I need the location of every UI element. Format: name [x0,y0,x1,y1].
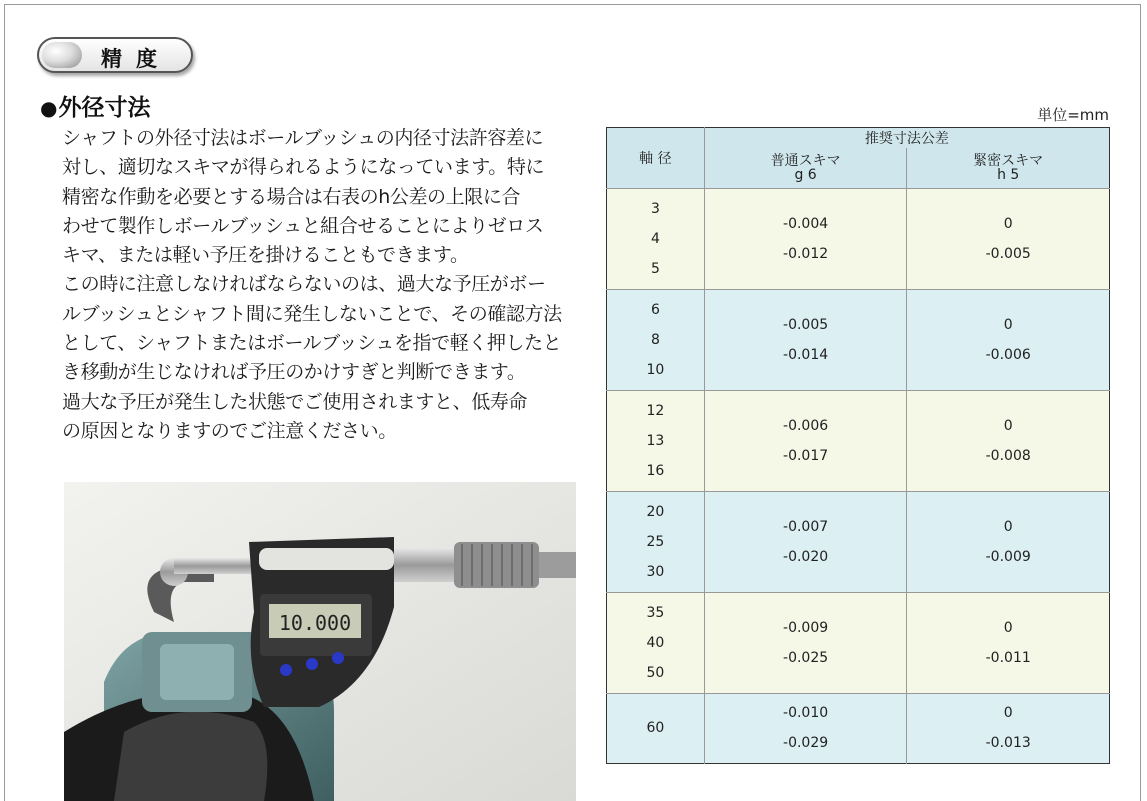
normal-tolerance-value: -0.005 [783,316,829,333]
shaft-diameter: 6 [650,301,660,318]
normal-tolerance-cell [704,188,907,289]
normal-tolerance-cell [704,693,907,763]
shaft-diameter: 13 [646,432,665,449]
normal-tolerance-value: -0.006 [783,417,829,434]
table-row [607,188,1110,289]
shaft-diameter-cell [607,188,705,289]
paragraph-line: として、シャフトまたはボールブッシュを指で軽く押したと [62,332,562,355]
paragraph-line: ルブッシュとシャフト間に発生しないことで、その確認方法 [62,302,562,325]
shaft-diameter: 5 [650,260,660,277]
description-paragraph [62,124,582,446]
table-row [607,592,1110,693]
micrometer-photo [64,482,576,801]
shaft-diameter: 12 [646,402,665,419]
shaft-diameter-cell [607,693,705,763]
tight-tolerance-value: 0 [1003,316,1013,333]
tight-tolerance-value: 0 [1003,619,1013,636]
tight-tolerance-value: 0 [1003,417,1013,434]
shaft-diameter: 40 [646,634,665,651]
normal-tolerance-value: -0.010 [783,705,829,721]
micrometer-illustration [64,482,576,801]
shaft-diameter: 25 [646,533,665,550]
normal-tolerance-value: -0.004 [783,215,829,232]
shaft-diameter: 4 [650,230,660,247]
normal-tolerance-value: -0.020 [783,548,829,565]
normal-tolerance-value: -0.012 [783,245,829,262]
display-reading: 10.000 [278,611,352,635]
normal-tolerance-cell [704,289,907,390]
tight-tolerance-value: -0.005 [985,245,1031,262]
tight-tolerance-value: 0 [1003,215,1013,232]
tight-tolerance-value: -0.006 [985,346,1031,363]
shaft-diameter: 60 [646,720,665,736]
shaft-diameter-cell [607,592,705,693]
normal-tolerance-value: -0.007 [783,518,829,535]
normal-tolerance-value: -0.009 [783,619,829,636]
paragraph-line: わせて製作しボールブッシュと組合せることによりゼロス [62,214,544,237]
tight-clearance-code: h 5 [997,166,1020,183]
shaft-diameter-cell [607,390,705,491]
shaft-diameter: 50 [646,664,665,681]
paragraph-line: キマ、または軽い予圧を掛けることもできます。 [62,244,469,267]
table-row [607,289,1110,390]
section-pill [37,37,193,73]
col-header-normal [704,148,907,188]
tight-tolerance-cell [907,693,1110,763]
shaft-diameter: 8 [650,331,660,348]
tight-tolerance-cell [907,491,1110,592]
table-row [607,693,1110,763]
shaft-diameter: 35 [646,604,665,621]
bullet-icon: ● [40,96,58,120]
tight-clearance-label: 緊密スキマ [973,152,1044,169]
normal-tolerance-value: -0.025 [783,649,829,666]
shaft-diameter-cell [607,491,705,592]
normal-clearance-label: 普通スキマ [770,152,841,169]
paragraph-line: 精密な作動を必要とする場合は右表のh公差の上限に合 [62,185,521,208]
normal-tolerance-value: -0.017 [783,447,829,464]
tight-tolerance-value: 0 [1003,705,1013,721]
unit-label: 単位=mm [1037,106,1109,124]
shaft-diameter: 30 [646,563,665,580]
shaft-diameter-cell [607,289,705,390]
tight-tolerance-value: -0.013 [985,735,1031,751]
normal-tolerance-value: -0.014 [783,346,829,363]
col-header-group: 推奨寸法公差 [704,128,1109,149]
paragraph-line: の原因となりますのでご注意ください。 [62,419,397,442]
paragraph-line: この時に注意しなければならないのは、過大な予圧がボー [62,273,546,296]
heading-text: 外径寸法 [58,95,151,121]
tolerance-table [606,127,1110,764]
tight-tolerance-cell [907,592,1110,693]
normal-tolerance-value: -0.029 [783,735,829,751]
section-title: 精度 [101,47,171,71]
normal-tolerance-cell [704,491,907,592]
paragraph-line: 過大な予圧が発生した状態でご使用されますと、低寿命 [62,390,528,413]
tight-tolerance-value: -0.009 [985,548,1031,565]
tight-tolerance-value: 0 [1003,518,1013,535]
shaft-diameter: 3 [650,200,660,217]
tight-tolerance-value: -0.008 [985,447,1031,464]
paragraph-line: き移動が生じなければ予圧のかけすぎと判断できます。 [62,361,526,384]
tight-tolerance-cell [907,188,1110,289]
tight-tolerance-cell [907,289,1110,390]
normal-tolerance-cell [704,592,907,693]
table-row [607,491,1110,592]
tight-tolerance-value: -0.011 [985,649,1031,666]
shaft-diameter: 20 [646,503,665,520]
normal-clearance-code: g 6 [794,166,817,183]
pill-orb-icon [42,42,82,68]
shaft-diameter: 16 [646,462,665,479]
normal-tolerance-cell [704,390,907,491]
tight-tolerance-cell [907,390,1110,491]
shaft-diameter: 10 [646,361,665,378]
paragraph-line: シャフトの外径寸法はボールブッシュの内径寸法許容差に [62,127,544,149]
section-heading [40,89,150,122]
table-row [607,390,1110,491]
col-header-tight [907,148,1110,188]
col-header-shaft: 軸 径 [607,128,705,189]
paragraph-line: 対し、適切なスキマが得られるようになっています。特に [62,156,545,179]
